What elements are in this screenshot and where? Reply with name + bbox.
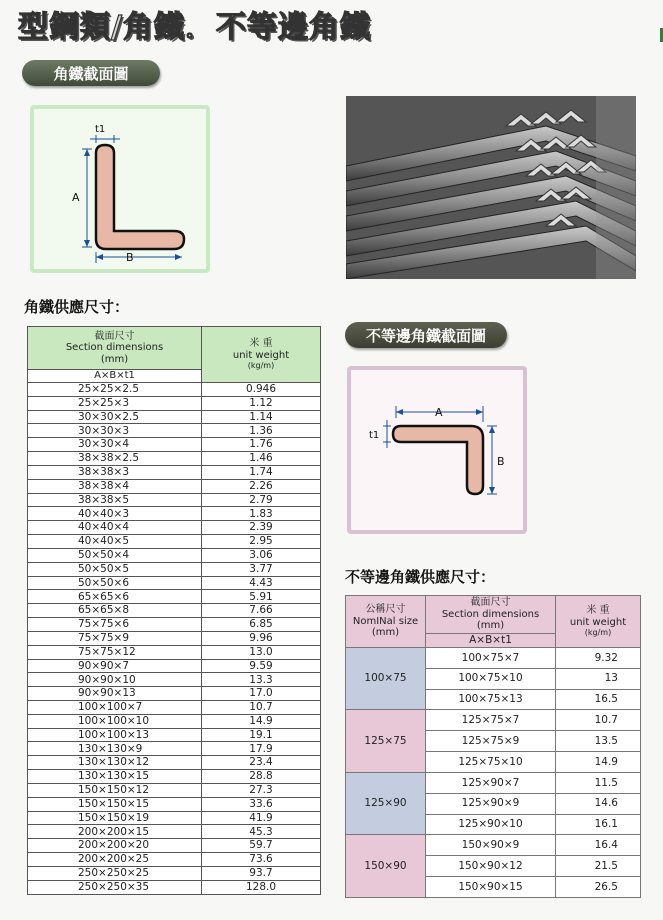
header-weight-en: unit weight bbox=[232, 349, 290, 361]
weight-cell: 7.66 bbox=[202, 604, 321, 618]
dimension-cell: 50×50×5 bbox=[28, 562, 202, 576]
weight-cell: 14.9 bbox=[556, 752, 641, 773]
dimension-cell: 90×90×13 bbox=[28, 687, 202, 701]
weight-cell: 10.7 bbox=[556, 710, 641, 731]
unequal-angle-section-label: 不等邊角鐵截面圖 bbox=[345, 322, 507, 348]
dimension-cell: 150×150×12 bbox=[28, 783, 202, 797]
weight-cell: 13.0 bbox=[202, 645, 321, 659]
weight-cell: 27.3 bbox=[202, 783, 321, 797]
weight-cell: 19.1 bbox=[202, 728, 321, 742]
header-weight-en: unit weight bbox=[569, 616, 627, 628]
steel-angle-photo bbox=[346, 96, 636, 279]
header-unit-weight bbox=[202, 327, 321, 383]
header-weight-zh: 米 重 bbox=[249, 338, 273, 350]
dimension-cell: 25×25×2.5 bbox=[28, 382, 202, 396]
page-title: 型鋼類/角鐵．不等邊角鐵 bbox=[18, 10, 371, 45]
weight-cell: 23.4 bbox=[202, 756, 321, 770]
weight-cell: 21.5 bbox=[556, 856, 641, 877]
table-row bbox=[28, 410, 321, 424]
unequal-angle-diagram bbox=[347, 366, 527, 534]
weight-cell: 9.59 bbox=[202, 659, 321, 673]
weight-cell: 13.5 bbox=[556, 731, 641, 752]
weight-cell: 45.3 bbox=[202, 825, 321, 839]
header-axbxt1: A×B×t1 bbox=[426, 634, 556, 648]
dimension-cell: 125×90×10 bbox=[426, 814, 556, 835]
header-weight-unit: (kg/m) bbox=[247, 361, 275, 371]
dimension-cell: 90×90×7 bbox=[28, 659, 202, 673]
header-dim-en: Section dimensions bbox=[65, 342, 164, 354]
weight-cell: 41.9 bbox=[202, 811, 321, 825]
equal-angle-table bbox=[27, 326, 321, 895]
equal-angle-label-a: A bbox=[72, 191, 80, 204]
header-unit-weight bbox=[556, 596, 641, 648]
header-nominal-size bbox=[346, 596, 426, 648]
equal-angle-diagram bbox=[30, 105, 210, 273]
dimension-cell: 130×130×12 bbox=[28, 756, 202, 770]
weight-cell: 14.6 bbox=[556, 793, 641, 814]
header-section-dimensions bbox=[426, 596, 556, 634]
table-row bbox=[28, 618, 321, 632]
dimension-cell: 200×200×15 bbox=[28, 825, 202, 839]
dimension-cell: 50×50×4 bbox=[28, 548, 202, 562]
dimension-cell: 75×75×9 bbox=[28, 631, 202, 645]
table-row bbox=[28, 659, 321, 673]
table-row bbox=[28, 797, 321, 811]
table-row bbox=[28, 880, 321, 894]
table-row bbox=[28, 576, 321, 590]
dimension-cell: 250×250×35 bbox=[28, 880, 202, 894]
table-row bbox=[28, 507, 321, 521]
dimension-cell: 75×75×6 bbox=[28, 618, 202, 632]
weight-cell: 1.36 bbox=[202, 424, 321, 438]
weight-cell: 11.5 bbox=[556, 772, 641, 793]
table-row bbox=[346, 648, 641, 669]
equal-angle-label-t1: t1 bbox=[95, 124, 106, 135]
weight-cell: 3.06 bbox=[202, 548, 321, 562]
weight-cell: 14.9 bbox=[202, 714, 321, 728]
dimension-cell: 150×90×12 bbox=[426, 856, 556, 877]
table-row bbox=[28, 728, 321, 742]
table-row bbox=[28, 645, 321, 659]
table-row bbox=[28, 590, 321, 604]
header-axbxt1: A×B×t1 bbox=[28, 369, 202, 382]
weight-cell: 17.0 bbox=[202, 687, 321, 701]
table-header-row bbox=[346, 596, 641, 634]
nominal-size-cell: 100×75 bbox=[346, 648, 426, 710]
weight-cell: 4.43 bbox=[202, 576, 321, 590]
dimension-cell: 65×65×6 bbox=[28, 590, 202, 604]
table-row bbox=[28, 382, 321, 396]
unequal-angle-label-b: B bbox=[497, 455, 505, 468]
table-row bbox=[28, 562, 321, 576]
weight-cell: 1.74 bbox=[202, 465, 321, 479]
unequal-angle-label-a: A bbox=[435, 406, 443, 419]
table-row bbox=[28, 701, 321, 715]
weight-cell: 2.79 bbox=[202, 493, 321, 507]
table-row bbox=[28, 521, 321, 535]
header-nominal-en: NomINal size bbox=[352, 615, 419, 627]
weight-cell: 2.95 bbox=[202, 535, 321, 549]
weight-cell: 1.76 bbox=[202, 438, 321, 452]
header-dim-zh: 截面尺寸 bbox=[470, 597, 511, 609]
header-dim-en: Section dimensions bbox=[441, 608, 540, 620]
dimension-cell: 100×75×13 bbox=[426, 689, 556, 710]
header-weight-unit: (kg/m) bbox=[584, 628, 612, 638]
weight-cell: 3.77 bbox=[202, 562, 321, 576]
table-row bbox=[28, 452, 321, 466]
dimension-cell: 40×40×4 bbox=[28, 521, 202, 535]
weight-cell: 2.39 bbox=[202, 521, 321, 535]
table-row bbox=[28, 756, 321, 770]
dimension-cell: 100×100×13 bbox=[28, 728, 202, 742]
table-row bbox=[28, 853, 321, 867]
table-row bbox=[28, 714, 321, 728]
dimension-cell: 38×38×3 bbox=[28, 465, 202, 479]
table-row bbox=[28, 866, 321, 880]
dimension-cell: 130×130×15 bbox=[28, 770, 202, 784]
table-row bbox=[28, 783, 321, 797]
nominal-size-cell: 125×90 bbox=[346, 772, 426, 834]
header-weight-zh: 米 重 bbox=[586, 605, 610, 617]
equal-angle-section-label: 角鐵截面圖 bbox=[22, 60, 160, 86]
weight-cell: 17.9 bbox=[202, 742, 321, 756]
dimension-cell: 100×100×7 bbox=[28, 701, 202, 715]
dimension-cell: 125×90×9 bbox=[426, 793, 556, 814]
header-dim-unit: (mm) bbox=[476, 620, 505, 632]
weight-cell: 5.91 bbox=[202, 590, 321, 604]
unequal-angle-drawing bbox=[351, 370, 523, 530]
dimension-cell: 38×38×4 bbox=[28, 479, 202, 493]
equal-angle-supply-label: 角鐵供應尺寸： bbox=[24, 298, 130, 316]
dimension-cell: 250×250×25 bbox=[28, 866, 202, 880]
weight-cell: 128.0 bbox=[202, 880, 321, 894]
dimension-cell: 75×75×12 bbox=[28, 645, 202, 659]
weight-cell: 1.83 bbox=[202, 507, 321, 521]
table-row bbox=[28, 770, 321, 784]
table-row bbox=[28, 424, 321, 438]
table-row bbox=[346, 835, 641, 856]
header-nominal-unit: (mm) bbox=[371, 627, 400, 639]
weight-cell: 13.3 bbox=[202, 673, 321, 687]
table-row bbox=[28, 396, 321, 410]
dimension-cell: 150×90×9 bbox=[426, 835, 556, 856]
dimension-cell: 125×75×9 bbox=[426, 731, 556, 752]
weight-cell: 28.8 bbox=[202, 770, 321, 784]
weight-cell: 73.6 bbox=[202, 853, 321, 867]
weight-cell: 13 bbox=[556, 668, 641, 689]
table-row bbox=[28, 535, 321, 549]
dimension-cell: 125×75×10 bbox=[426, 752, 556, 773]
dimension-cell: 130×130×9 bbox=[28, 742, 202, 756]
weight-cell: 59.7 bbox=[202, 839, 321, 853]
dimension-cell: 25×25×3 bbox=[28, 396, 202, 410]
dimension-cell: 50×50×6 bbox=[28, 576, 202, 590]
dimension-cell: 150×150×15 bbox=[28, 797, 202, 811]
dimension-cell: 150×90×15 bbox=[426, 877, 556, 898]
table-row bbox=[28, 465, 321, 479]
dimension-cell: 40×40×5 bbox=[28, 535, 202, 549]
table-row bbox=[28, 839, 321, 853]
table-row bbox=[346, 772, 641, 793]
header-dim-unit: (mm) bbox=[100, 353, 129, 365]
table-row bbox=[28, 687, 321, 701]
unequal-angle-supply-label: 不等邊角鐵供應尺寸： bbox=[345, 568, 496, 586]
dimension-cell: 30×30×4 bbox=[28, 438, 202, 452]
weight-cell: 93.7 bbox=[202, 866, 321, 880]
weight-cell: 9.96 bbox=[202, 631, 321, 645]
weight-cell: 1.14 bbox=[202, 410, 321, 424]
dimension-cell: 200×200×25 bbox=[28, 853, 202, 867]
equal-angle-label-b: B bbox=[126, 251, 134, 264]
dimension-cell: 125×90×7 bbox=[426, 772, 556, 793]
weight-cell: 0.946 bbox=[202, 382, 321, 396]
dimension-cell: 100×100×10 bbox=[28, 714, 202, 728]
dimension-cell: 200×200×20 bbox=[28, 839, 202, 853]
weight-cell: 16.5 bbox=[556, 689, 641, 710]
weight-cell: 2.26 bbox=[202, 479, 321, 493]
dimension-cell: 90×90×10 bbox=[28, 673, 202, 687]
unequal-angle-label-t1: t1 bbox=[369, 430, 380, 441]
dimension-cell: 65×65×8 bbox=[28, 604, 202, 618]
table-row bbox=[346, 710, 641, 731]
nominal-size-cell: 150×90 bbox=[346, 835, 426, 898]
dimension-cell: 38×38×5 bbox=[28, 493, 202, 507]
weight-cell: 10.7 bbox=[202, 701, 321, 715]
table-header-row bbox=[28, 327, 321, 370]
weight-cell: 26.5 bbox=[556, 877, 641, 898]
dimension-cell: 100×75×10 bbox=[426, 668, 556, 689]
weight-cell: 1.46 bbox=[202, 452, 321, 466]
equal-angle-drawing bbox=[34, 109, 206, 269]
dimension-cell: 38×38×2.5 bbox=[28, 452, 202, 466]
header-section-dimensions bbox=[28, 327, 202, 370]
weight-cell: 9.32 bbox=[556, 648, 641, 669]
table-row bbox=[28, 479, 321, 493]
weight-cell: 6.85 bbox=[202, 618, 321, 632]
dimension-cell: 30×30×3 bbox=[28, 424, 202, 438]
table-row bbox=[28, 438, 321, 452]
dimension-cell: 30×30×2.5 bbox=[28, 410, 202, 424]
table-row bbox=[28, 825, 321, 839]
header-nominal-zh: 公稱尺寸 bbox=[365, 604, 406, 616]
unequal-angle-table bbox=[345, 595, 641, 898]
table-row bbox=[28, 631, 321, 645]
dimension-cell: 125×75×7 bbox=[426, 710, 556, 731]
weight-cell: 16.1 bbox=[556, 814, 641, 835]
nominal-size-cell: 125×75 bbox=[346, 710, 426, 772]
table-row bbox=[28, 604, 321, 618]
weight-cell: 16.4 bbox=[556, 835, 641, 856]
dimension-cell: 100×75×7 bbox=[426, 648, 556, 669]
weight-cell: 1.12 bbox=[202, 396, 321, 410]
weight-cell: 33.6 bbox=[202, 797, 321, 811]
table-row bbox=[28, 548, 321, 562]
table-row bbox=[28, 742, 321, 756]
dimension-cell: 150×150×19 bbox=[28, 811, 202, 825]
header-dim-zh: 截面尺寸 bbox=[94, 330, 135, 342]
table-row bbox=[28, 673, 321, 687]
table-row bbox=[28, 493, 321, 507]
table-row bbox=[28, 811, 321, 825]
dimension-cell: 40×40×3 bbox=[28, 507, 202, 521]
